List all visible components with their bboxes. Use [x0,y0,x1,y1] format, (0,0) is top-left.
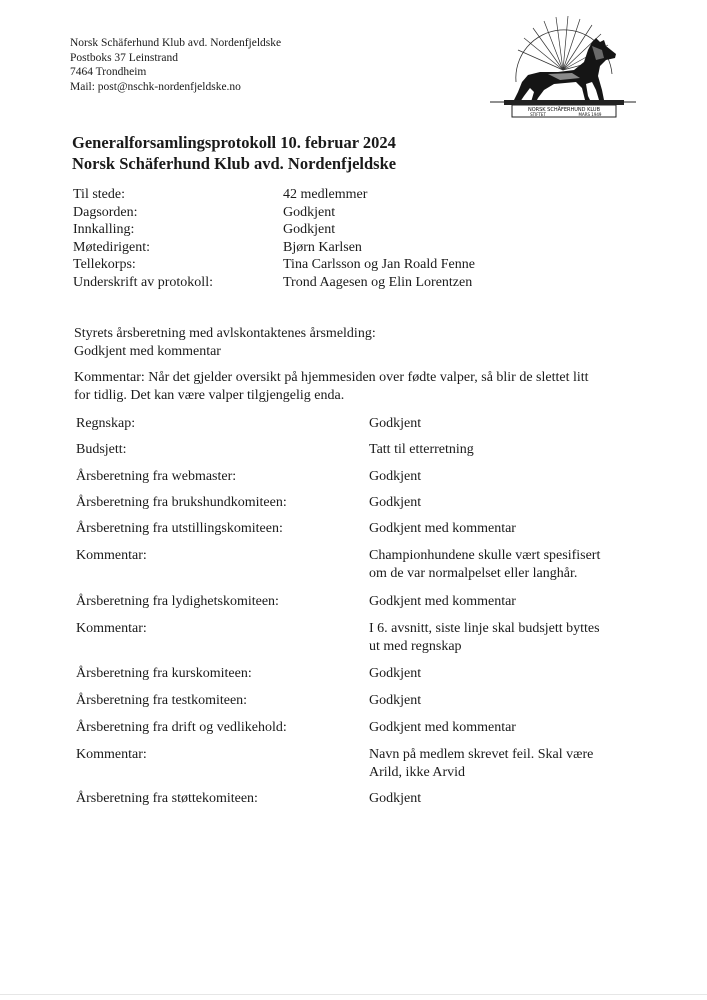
report-value-line: I 6. avsnitt, siste linje skal budsjett byttes [369,621,600,636]
report-value-line: Godkjent [369,469,422,484]
report-label: Regnskap: [76,416,136,431]
sender-address-line-2: 7464 Trondheim [70,66,147,78]
meta-value: Godkjent [283,222,336,237]
german-shepherd-icon [488,12,638,120]
report-label: Årsberetning fra webmaster: [76,469,237,484]
report-label: Årsberetning fra lydighetskomiteen: [76,594,279,609]
report-value [369,468,421,486]
report-value [369,746,593,782]
meta-label: Til stede: [73,187,125,202]
meta-value: Bjørn Karlsen [283,239,362,255]
title-line-2: Norsk Schäferhund Klub avd. Nordenfjeldske [72,154,397,173]
page-edge-divider [0,994,707,995]
styret-section [74,325,376,361]
sender-address [70,36,281,94]
meta-value: Tina Carlsson og Jan Roald Fenne [283,257,475,272]
report-label: Årsberetning fra støttekomiteen: [76,791,258,806]
report-value-line: ut med regnskap [369,639,462,654]
meta-label: Underskrift av protokoll: [73,274,213,290]
meta-label: Innkalling: [73,222,135,237]
meta-row [73,274,473,292]
report-label: Årsberetning fra testkomiteen: [76,693,248,708]
report-value-line: Tatt til etterretning [369,442,474,457]
report-value-line: Godkjent med kommentar [369,521,516,536]
title-line-1: Generalforsamlingsprotokoll 10. februar 2024 [72,133,396,152]
report-label: Årsberetning fra kurskomiteen: [76,666,252,681]
club-logo [488,12,638,120]
meta-value: 42 medlemmer [283,187,368,202]
meta-row [73,204,336,222]
sender-address-line-1: Postboks 37 Leinstrand [70,51,178,64]
report-value-line: om de var normalpelset eller langhår. [369,566,578,581]
report-value [369,620,600,656]
report-label: Budsjett: [76,442,127,457]
report-label: Årsberetning fra drift og vedlikehold: [76,720,287,735]
styret-comment [74,369,589,405]
document-title [72,132,396,174]
report-value-line: Arild, ikke Arvid [369,765,466,780]
report-value-line: Navn på medlem skrevet feil. Skal være [369,747,594,762]
report-value [369,790,421,808]
report-value [369,520,516,538]
meta-label: Tellekorps: [73,257,136,272]
report-value [369,692,421,710]
meeting-meta [73,186,475,291]
meta-row [73,239,362,257]
report-value [369,593,516,611]
sender-mail: Mail: post@nschk-nordenfjeldske.no [70,80,241,93]
styret-heading: Styrets årsberetning med avlskontaktenes årsmelding: [74,326,376,341]
report-value-line: Godkjent [369,416,422,431]
report-value-line: Godkjent [369,666,422,681]
styret-result: Godkjent med kommentar [74,344,221,359]
meta-value: Trond Aagesen og Elin Lorentzen [283,274,473,290]
report-value-line: Godkjent med kommentar [369,720,516,735]
report-value-line: Godkjent [369,791,422,806]
report-value [369,665,421,683]
report-value [369,494,421,512]
report-value [369,547,600,583]
logo-ring-text: NORSK SCHÄFERHUND KLUB [527,107,601,113]
report-value [369,719,516,737]
logo-sub-right: MARS 1949 [578,112,602,117]
styret-comment-line-2: for tidlig. Det kan være valper tilgjengelig enda. [74,388,345,403]
meta-label: Møtedirigent: [73,239,150,255]
report-value-line: Championhundene skulle vært spesifisert [369,548,601,563]
report-label: Kommentar: [76,548,147,563]
meta-row [73,221,336,239]
report-label: Årsberetning fra utstillingskomiteen: [76,521,283,536]
report-label: Årsberetning fra brukshundkomiteen: [76,495,287,510]
report-label: Kommentar: [76,621,147,636]
styret-comment-line-1: Kommentar: Når det gjelder oversikt på hjemmesiden over fødte valper, så blir de slettet litt [74,370,589,385]
report-value-line: Godkjent med kommentar [369,594,516,609]
report-value-line: Godkjent [369,495,422,510]
sender-name: Norsk Schäferhund Klub avd. Nordenfjeldske [70,37,282,49]
report-value [369,415,421,433]
report-value-line: Godkjent [369,693,422,708]
report-value [369,441,474,459]
meta-row [73,186,368,204]
report-label: Kommentar: [76,747,147,762]
meta-label: Dagsorden: [73,204,138,220]
meta-row [73,256,475,274]
logo-sub-left: STIFTET [530,112,546,117]
meta-value: Godkjent [283,204,336,220]
